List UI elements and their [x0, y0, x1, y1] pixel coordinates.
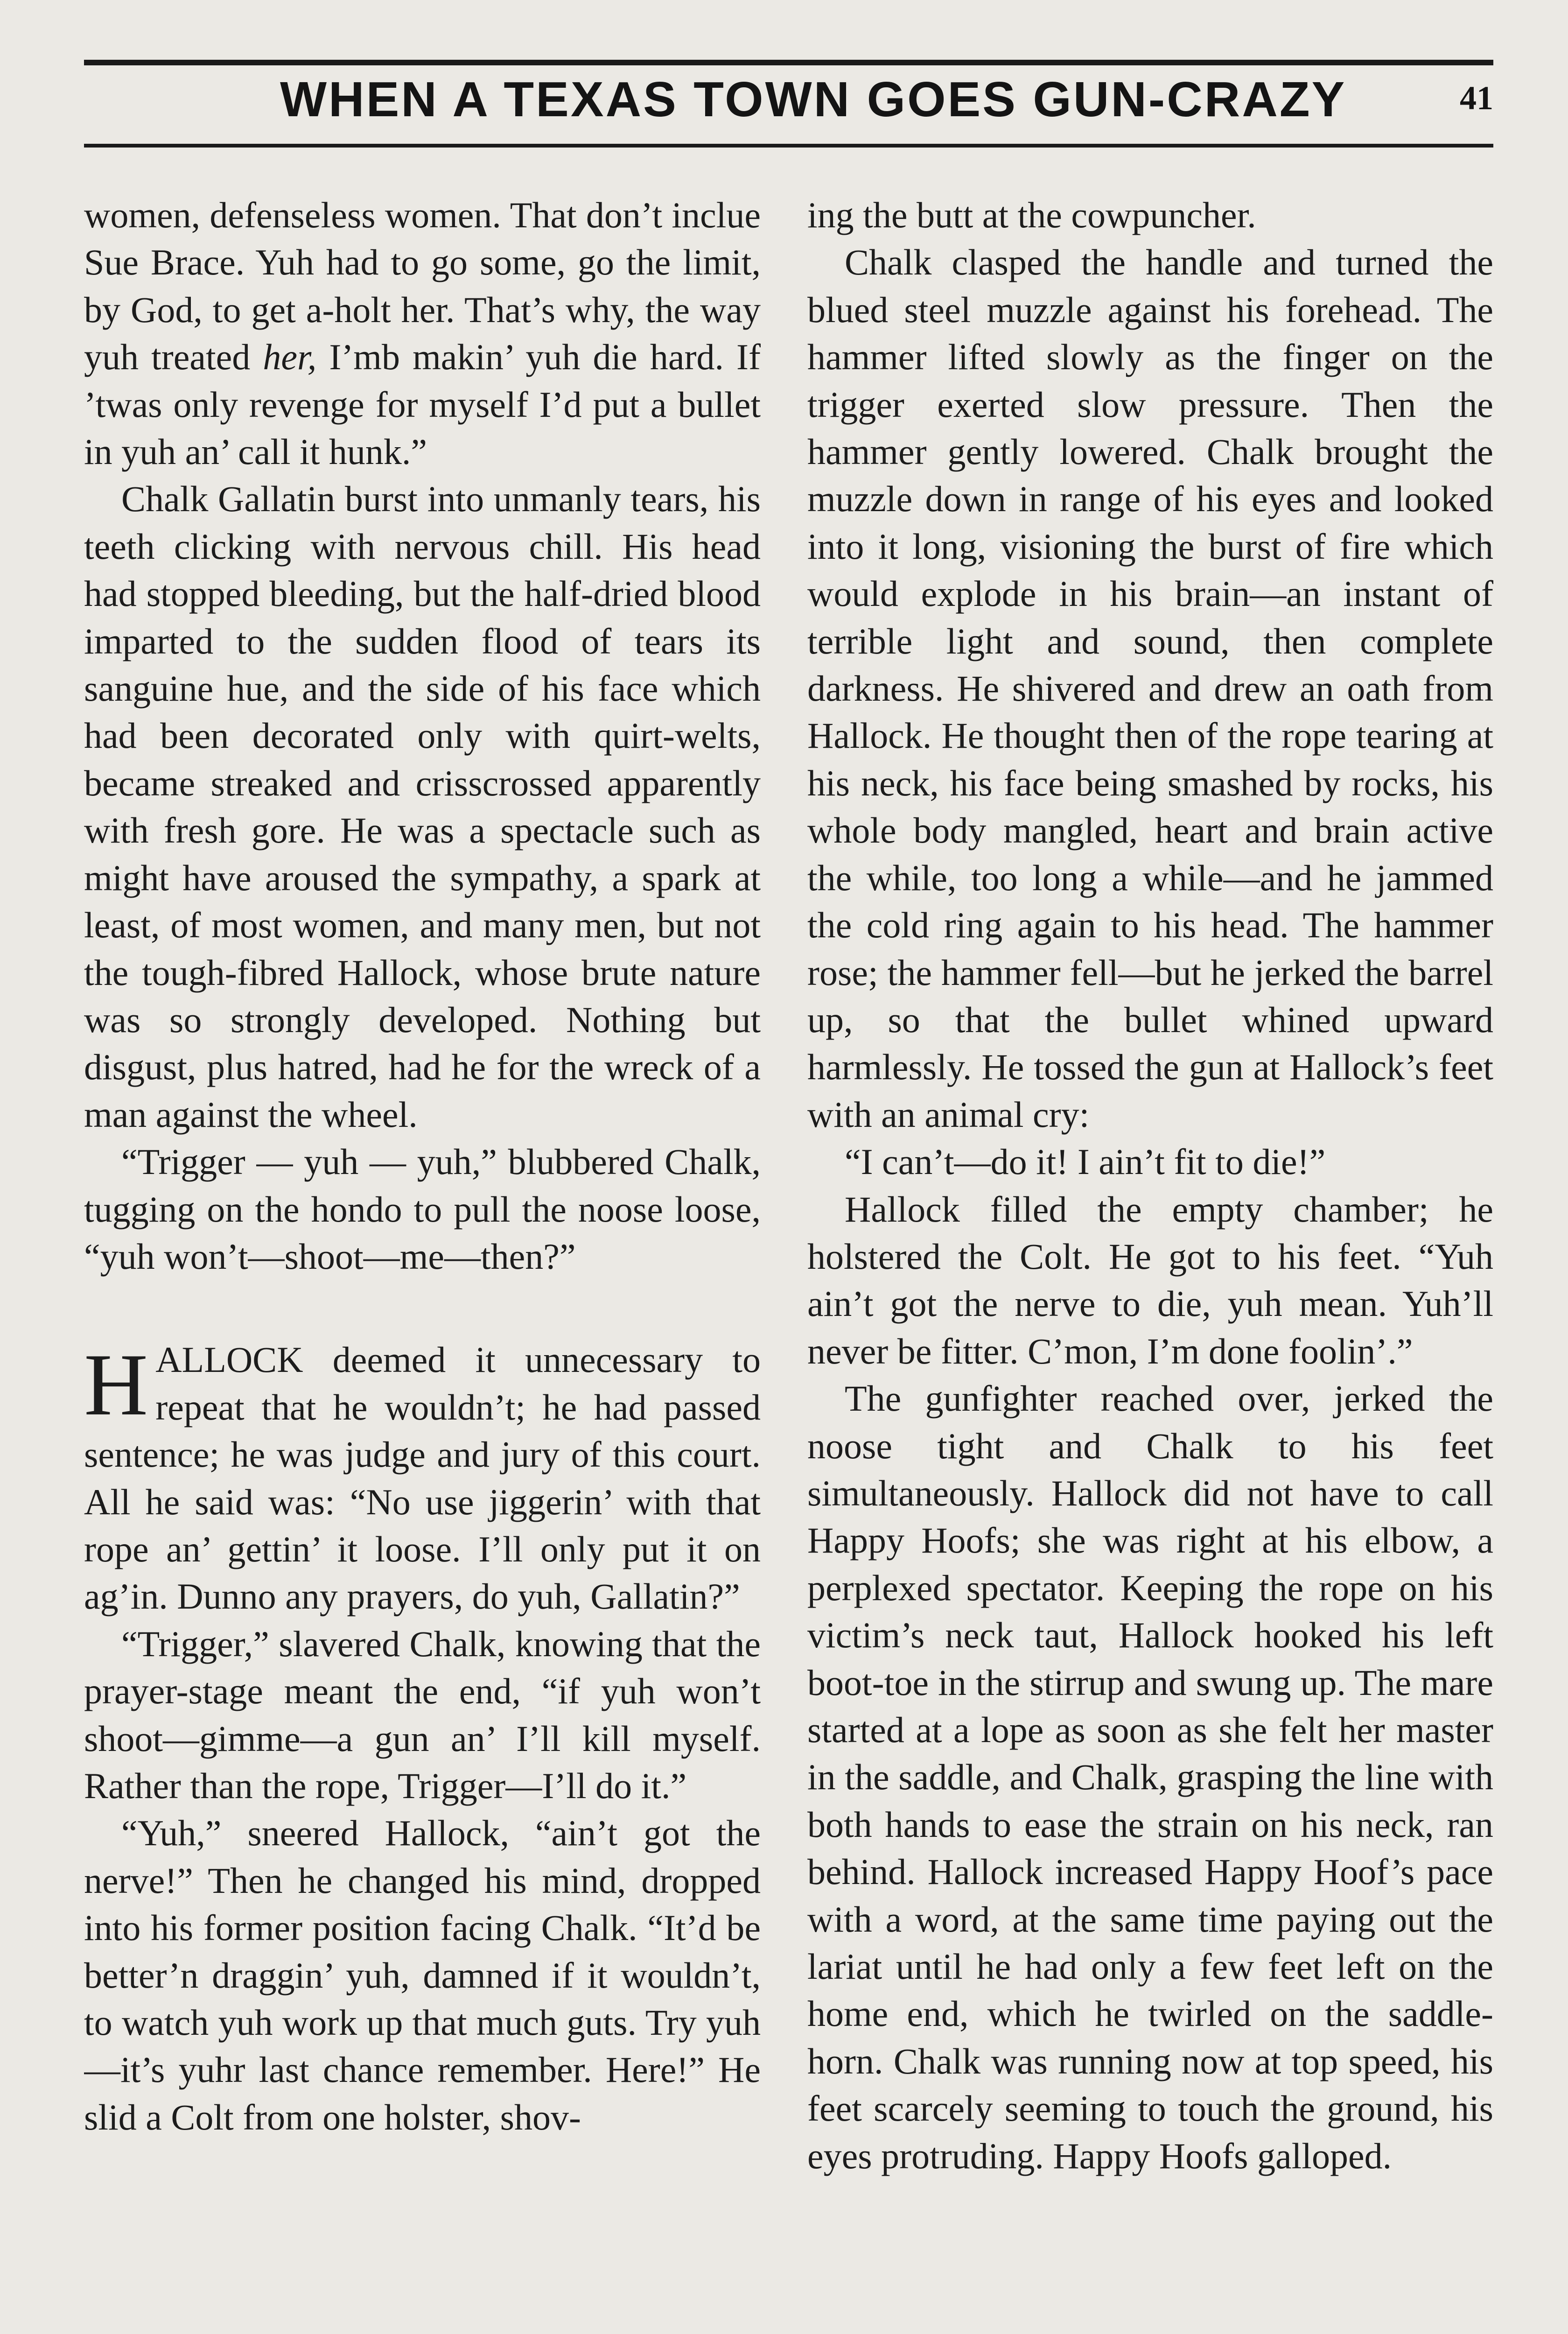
- right-text-column: [807, 191, 1493, 2334]
- running-header-title: WHEN A TEXAS TOWN GOES GUN-CRAZY: [280, 72, 1347, 127]
- paragraph: “Trigger,” slavered Chalk, knowing that the prayer-stage meant the end, “if yuh won’t shoot—gimme—a gun an’ I’ll kill myself. Rather than the rope, Trigger—I’ll do it.”: [84, 1623, 761, 1806]
- paragraph: “Yuh,” sneered Hallock, “ain’t got the nerve!” Then he changed his mind, dropped into his former position facing Chalk. “It’d be better’n draggin’ yuh, damned if it wouldn’t, to watch yuh work up that much guts. Try yuh—it’s yuhr last chance remember. Here!” He slid a Colt from one holster, shov-: [84, 1813, 761, 2137]
- paragraph: The gunfighter reached over, jerked the noose tight and Chalk to his feet simultaneously. Hallock did not have to call Happy Hoofs; she was right at his elbow, a perplexed spectator. Keeping the rope on his victim’s neck taut, Hallock hooked his left boot-toe in the stirrup and swung up. The mare started at a lope as soon as she felt her master in the saddle, and Chalk, grasping the line with both hands to ease the strain on his neck, ran behind. Hallock increased Happy Hoof’s pace with a word, at the same time paying out the lariat until he had only a few feet left on the home end, which he twirled on the saddle-horn. Chalk was running now at top speed, his feet scarcely seeming to touch the ground, his eyes protruding. Happy Hoofs galloped.: [807, 1378, 1493, 2176]
- page-number: 41: [1460, 79, 1493, 117]
- small-caps-word: ALLOCK: [155, 1339, 303, 1380]
- header-bottom-rule: [84, 144, 1493, 148]
- section-opening-paragraph: [84, 1336, 761, 1620]
- paragraph: Chalk clasped the handle and turned the blued steel muzzle against his forehead. The hammer lifted slowly as the finger on the trigger exerted slow pressure. Then the hammer gently lowered. Chalk brought the muzzle down in range of his eyes and looked into it long, visioning the burst of fire which would explode in his brain—an instant of terrible light and sound, then complete darkness. He shivered and drew an oath from Hallock. He thought then of the rope tearing at his neck, his face being smashed by rocks, his whole body mangled, heart and brain active the while, too long a while—and he jammed the cold ring again to his head. The hammer rose; the hammer fell—but he jerked the barrel up, so that the bullet whined upward harmlessly. He tossed the gun at Hallock’s feet with an animal cry:: [807, 242, 1493, 1135]
- paragraph: “Trigger — yuh — yuh,” blubbered Chalk, tugging on the hondo to pull the noose loose, “yuh won’t—shoot—me—then?”: [84, 1141, 761, 1277]
- drop-cap: H: [84, 1336, 148, 1434]
- paragraph-text: deemed it unnecessary to repeat that he wouldn’t; he had passed sentence; he was judge and jury of this court. All he said was: “No use jiggerin’ with that rope an’ gettin’ it loose. I’ll only put it on ag’in. Dunno any prayers, do yuh, Gallatin?”: [84, 1339, 761, 1617]
- paragraph-text: women, defenseless women. That don’t inclue Sue Brace. Yuh had to go some, go the limit, by God, to get a-holt her. That’s why, the way yuh treated: [84, 195, 761, 378]
- left-text-column: [84, 191, 761, 2334]
- emphasized-word: her,: [263, 337, 317, 378]
- paragraph: [84, 191, 761, 475]
- paragraph-text: I’mb makin’ yuh die hard. If ’twas only revenge for myself I’d put a bullet in yuh an’ call it hunk.”: [84, 337, 761, 472]
- paragraph: Chalk Gallatin burst into unmanly tears, his teeth clicking with nervous chill. His head had stopped bleeding, but the half-dried blood imparted to the sudden flood of tears its sanguine hue, and the side of his face which had been decorated only with quirt-welts, became streaked and crisscrossed apparently with fresh gore. He was a spectacle such as might have aroused the sympathy, a spark at least, of most women, and many men, but not the tough-fibred Hallock, whose brute nature was so strongly developed. Nothing but disgust, plus hatred, had he for the wreck of a man against the wheel.: [84, 478, 761, 1135]
- paragraph: ing the butt at the cowpuncher.: [807, 195, 1256, 235]
- paragraph: “I can’t—do it! I ain’t fit to die!”: [845, 1141, 1326, 1182]
- header-top-rule: [84, 60, 1493, 65]
- paragraph: Hallock filled the empty chamber; he holstered the Colt. He got to his feet. “Yuh ain’t got the nerve to die, yuh mean. Yuh’ll never be fitter. C’mon, I’m done foolin’.”: [807, 1188, 1493, 1371]
